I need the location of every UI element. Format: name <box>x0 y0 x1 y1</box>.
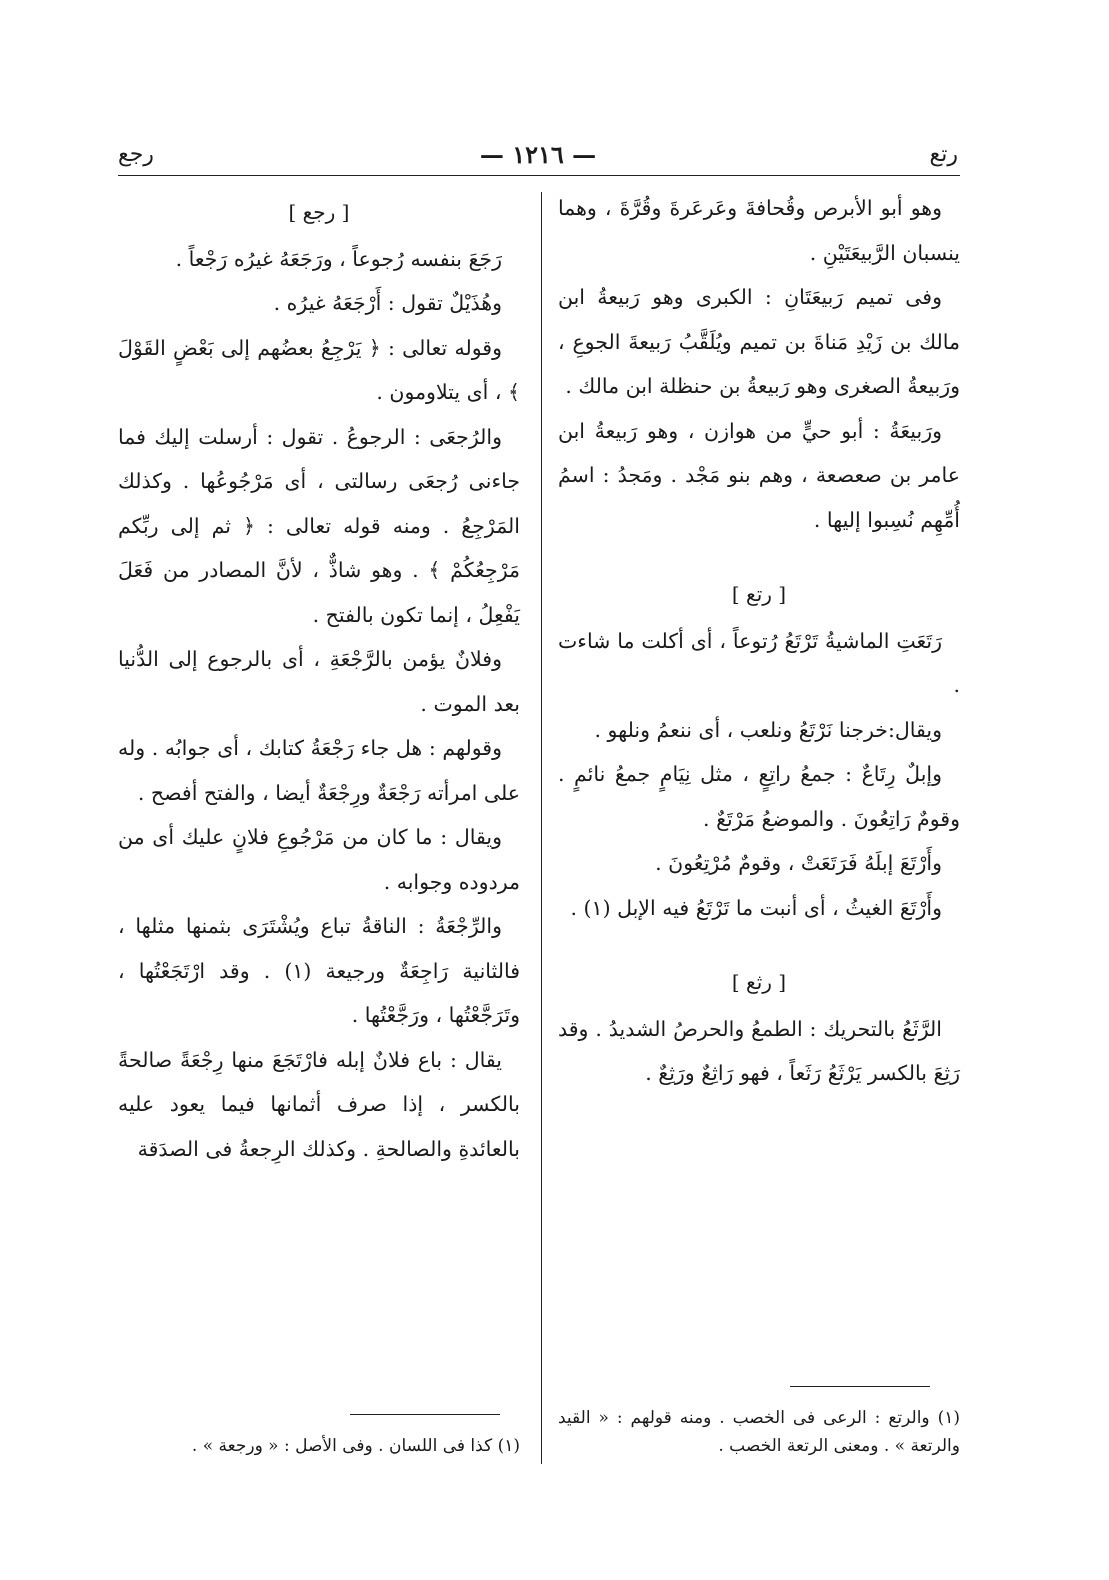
right-column <box>558 186 960 1096</box>
footnote: (١) والرتع : الرعى فى الخصب . ومنه قولهم : « القيد والرتعة » . ومعنى الرتعة الخصب . <box>558 1408 960 1456</box>
paragraph: ورَبيعَةُ : أبو حيٍّ من هوازن ، وهو رَبيعةُ ابن عامر بن صعصعة ، وهم بنو مَجْد . ومَجدُ : اسمُ أُمِّهِم نُسِبوا إليها . <box>558 418 960 532</box>
paragraph: وإبلٌ رِتَاعٌ : جمعُ راتِعٍ ، مثل نِيَامٍ جمعُ نائمٍ . وقومٌ رَاتِعُونَ . والموضعُ مَرْتَعٌ . <box>558 762 960 831</box>
header-right-word: رتع <box>929 142 958 167</box>
paragraph: وأَرْتَعَ إبلَهُ فَرَتَعَتْ ، وقومٌ مُرْتِعُونَ . <box>655 851 942 875</box>
paragraph: وقوله تعالى : ﴿ يَرْجِعُ بعضُهم إلى بَعْضٍ القَوْلَ ﴾ ، أى يتلاومون . <box>118 335 520 404</box>
paragraph: والرُجعَى : الرجوعُ . تقول : أرسلت إليك فما جاءنى رُجعَى رسالتى ، أى مَرْجُوعُها . وكذلك المَرْجِعُ . ومنه قوله تعالى : ﴿ ثم إلى ربِّكم مَرْجِعُكُمْ ﴾ . وهو شاذٌّ ، لأنَّ المصادر من فَعَلَ يَفْعِلُ ، إنما تكون بالفتح . <box>118 424 520 627</box>
paragraph: رَجَعَ بنفسه رُجوعاً ، ورَجَعَهُ غيرُه رَجْعاً . <box>175 246 502 271</box>
entry-heading-rathaa: [ رثع ] <box>731 970 787 994</box>
paragraph: رَتَعَتِ الماشيةُ تَرْتَعُ رُتوعاً ، أى أكلت ما شاءت . <box>558 628 960 697</box>
column-divider <box>541 192 542 1464</box>
paragraph: وفى تميم رَبيعَتَانِ : الكبرى وهو رَبيعةُ ابن مالك بن زَيْدِ مَناةَ بن تميم ويُلَقَّبُ رَبيعةَ الجوعِ ، ورَبيعةُ الصغرى وهو رَبيعةُ بن حنظلة ابن مالك . <box>558 285 960 398</box>
paragraph: يقال : باع فلانٌ إبله فارْتَجَعَ منها رِجْعَةً صالحةً بالكسر ، إذا صرف أثمانها فيما يعود عليه بالعائدةِ والصالحةِ . وكذلك الرِجعةُ فى الصدَقة <box>118 1047 520 1161</box>
paragraph: وهو أبو الأبرص وقُحافةَ وعَرعَرةَ وقُرَّةَ ، وهما ينسبان الرَّبيعَتَيْنِ . <box>558 196 960 265</box>
header-left-word: رجع <box>118 142 154 167</box>
paragraph: وأَرْتَعَ الغيثُ ، أى أنبت ما تَرْتَعُ فيه الإبل (١) . <box>570 895 942 920</box>
entry-heading-rajaa: [ رجع ] <box>288 200 350 224</box>
paragraph: الرَّثَعُ بالتحريك : الطمعُ والحرصُ الشديدُ . وقد رَثِعَ بالكسر يَرْثَعُ رَثَعاً ، فهو رَاثِعٌ ورَثِعٌ . <box>558 1016 960 1085</box>
left-column <box>118 186 520 1171</box>
footnote-rule <box>790 1386 930 1387</box>
paragraph: ويقال : ما كان من مَرْجُوعِ فلانٍ عليك أى من مردوده وجوابه . <box>118 825 520 894</box>
page-number: — ١٢١٦ — <box>479 140 597 169</box>
paragraph: وقولهم : هل جاء رَجْعَةُ كتابك ، أى جوابُه . وله على امرأته رَجْعَةٌ ورِجْعَةٌ أيضا ، والفتح أفصح . <box>118 736 520 805</box>
footnote-rule <box>350 1414 500 1415</box>
header-rule <box>118 175 960 176</box>
running-head <box>118 142 958 176</box>
entry-heading-rataa: [ رتع ] <box>731 582 787 606</box>
paragraph: ويقال:خرجنا نَرْتَعُ ونلعب ، أى ننعمُ ونلهو . <box>594 717 942 742</box>
paragraph: وفلانٌ يؤمن بالرَّجْعَةِ ، أى بالرجوع إلى الدُّنيا بعد الموت . <box>118 647 520 716</box>
footnote: (١) كذا فى اللسان . وفى الأصل : « ورجعة » . <box>191 1436 520 1456</box>
paragraph: والرِّجْعَةُ : الناقةُ تباع ويُشْتَرَى بثمنها مثلها ، فالثانية رَاجِعَةٌ ورجيعة (١) . وقد ارْتَجَعْتُها ، وتَرَجَّعْتُها ، ورَجَّعْتُها . <box>118 914 521 1027</box>
paragraph: وهُذَيْلٌ تقول : أَرْجَعَهُ غيرُه . <box>273 291 502 315</box>
